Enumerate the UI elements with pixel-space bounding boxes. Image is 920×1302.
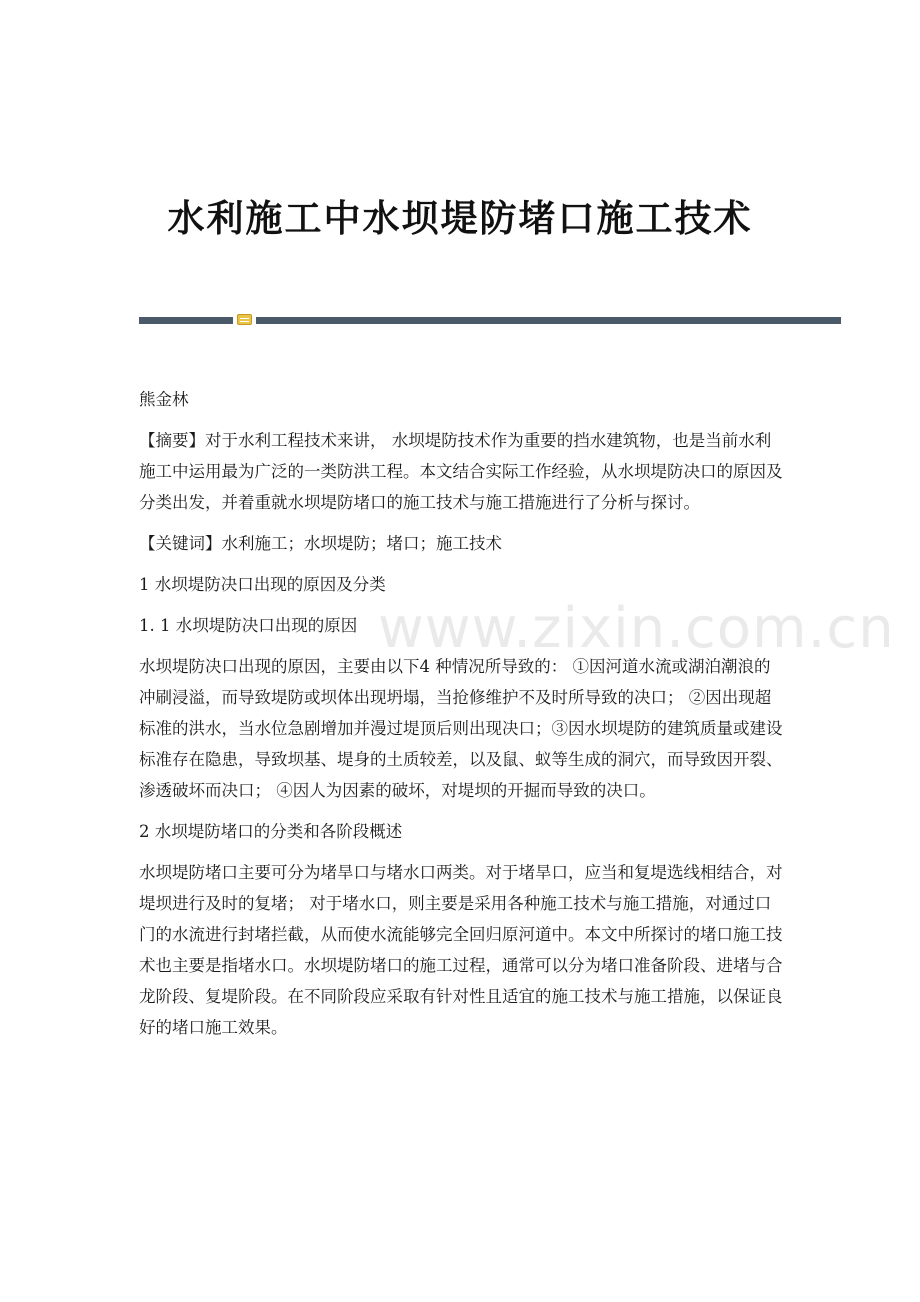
divider-bar-left xyxy=(139,317,233,324)
document-title: 水利施工中水坝堤防堵口施工技术 xyxy=(167,196,753,240)
keywords-paragraph: 【关键词】水利施工；水坝堤防；堵口；施工技术 xyxy=(139,534,502,553)
author: 熊金林 xyxy=(139,390,189,409)
subsection-heading-1-1: 1. 1 水坝堤防决口出现的原因 xyxy=(139,616,358,635)
title-divider xyxy=(139,314,841,326)
section-heading-2: 2 水坝堤防堵口的分类和各阶段概述 xyxy=(139,822,403,841)
body-paragraph: 水坝堤防决口出现的原因，主要由以下4 种情况所导致的： ①因河道水流或湖泊潮浪的冲刷浸溢，而导致堤防或坝体出现坍塌，当抢修维护不及时所导致的决口； ②因出现超标准的洪水，当水位急剧增加并漫过堤顶后则出现决口；③因水坝堤防的建筑质量或建设标准存在隐患，导致坝基、堤身的土质较差，以及鼠、蚁等生成的洞穴，而导致因开裂、渗透破坏而决口； ④因人为因素的破坏，对堤坝的开掘而导致的决口。 xyxy=(139,657,783,800)
divider-ornament-icon xyxy=(237,314,252,325)
divider-bar-right xyxy=(256,317,841,324)
body-paragraph: 水坝堤防堵口主要可分为堵旱口与堵水口两类。对于堵旱口，应当和复堤选线相结合，对堤坝进行及时的复堵； 对于堵水口，则主要是采用各种施工技术与施工措施，对通过口门的水流进行封堵拦截，从而使水流能够完全回归原河道中。本文中所探讨的堵口施工技术也主要是指堵水口。水坝堤防堵口的施工过程，通常可以分为堵口准备阶段、进堵与合龙阶段、复堤阶段。在不同阶段应采取有针对性且适宜的施工技术与施工措施，以保证良好的堵口施工效果。 xyxy=(139,863,783,1037)
document-body xyxy=(139,384,784,1053)
abstract-paragraph: 【摘要】对于水利工程技术来讲， 水坝堤防技术作为重要的挡水建筑物，也是当前水利施工中运用最为广泛的一类防洪工程。本文结合实际工作经验，从水坝堤防决口的原因及分类出发，并着重就水坝堤防堵口的施工技术与施工措施进行了分析与探讨。 xyxy=(139,431,783,512)
watermark: www.zixin.com.cn xyxy=(378,596,895,661)
section-heading-1: 1 水坝堤防决口出现的原因及分类 xyxy=(139,575,386,594)
